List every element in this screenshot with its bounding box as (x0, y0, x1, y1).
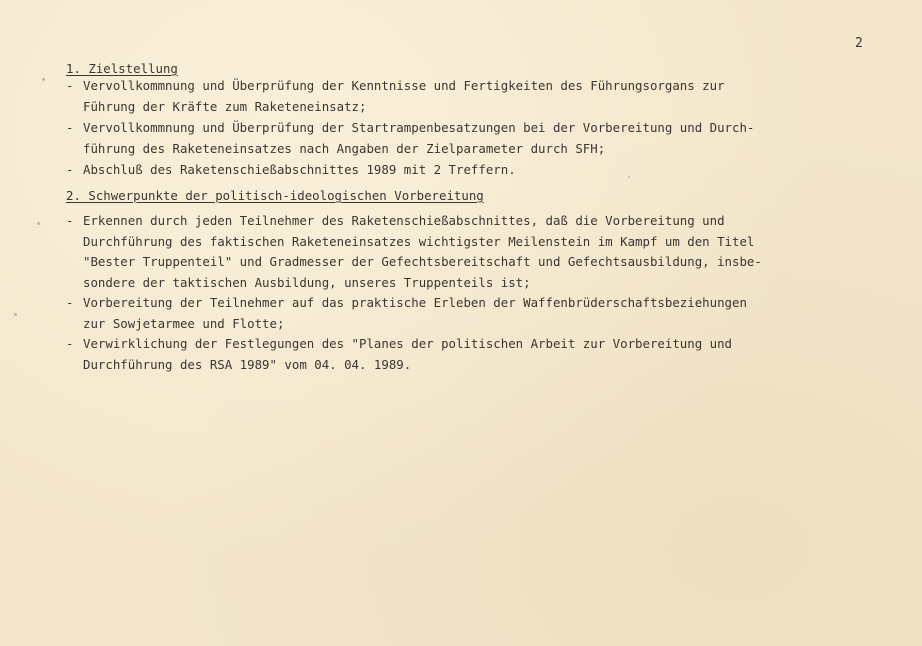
list-item-text: Vervollkommnung und Überprüfung der Kenntnisse und Fertigkeiten des Führungsorgans zur (83, 78, 725, 93)
dash-bullet: - (66, 295, 74, 310)
list-item-text: führung des Raketeneinsatzes nach Angaben der Zielparameter durch SFH; (83, 140, 606, 156)
page-number: 2 (855, 36, 864, 51)
dash-bullet: - (66, 78, 74, 93)
section-heading-schwerpunkte: 2. Schwerpunkte der politisch-ideologischen Vorbereitung (66, 188, 484, 203)
list-item-text: Erkennen durch jeden Teilnehmer des Raketenschießabschnittes, daß die Vorbereitung und (83, 213, 725, 228)
list-item-text: Durchführung des RSA 1989" vom 04. 04. 1989. (83, 356, 412, 372)
dash-bullet: - (66, 336, 74, 351)
paper-speck (14, 313, 17, 316)
list-item-text: Durchführung des faktischen Raketeneinsatzes wichtigster Meilenstein im Kampf um den Titel (83, 233, 755, 249)
list-item (66, 211, 846, 294)
paper-speck (37, 222, 40, 225)
list-item-text: "Bester Truppenteil" und Gradmesser der Gefechtsbereitschaft und Gefechtsausbildung, insbe- (83, 254, 762, 270)
paper-speck (42, 78, 45, 81)
list-item-text: Vorbereitung der Teilnehmer auf das praktische Erleben der Waffenbrüderschaftsbeziehungen (83, 295, 747, 310)
list-item (66, 293, 846, 334)
dash-bullet: - (66, 213, 74, 228)
list-item-text: Führung der Kräfte zum Raketeneinsatz; (83, 98, 367, 114)
list-item (66, 160, 846, 181)
list-item-text: sondere der taktischen Ausbildung, unseres Truppenteils ist; (83, 275, 531, 291)
dash-bullet: - (66, 162, 74, 177)
list-item-text: Verwirklichung der Festlegungen des "Planes der politischen Arbeit zur Vorbereitung und (83, 336, 733, 351)
list-item (66, 334, 846, 375)
section-heading-zielstellung: 1. Zielstellung (66, 61, 178, 76)
list-item-text: Abschluß des Raketenschießabschnittes 1989 mit 2 Treffern. (83, 162, 516, 177)
list-item (66, 118, 846, 159)
dash-bullet: - (66, 120, 74, 135)
paper-speck (628, 176, 630, 178)
list-item-text: Vervollkommnung und Überprüfung der Startrampenbesatzungen bei der Vorbereitung und Durch- (83, 120, 755, 135)
list-item (66, 76, 846, 117)
list-item-text: zur Sowjetarmee und Flotte; (83, 315, 285, 331)
